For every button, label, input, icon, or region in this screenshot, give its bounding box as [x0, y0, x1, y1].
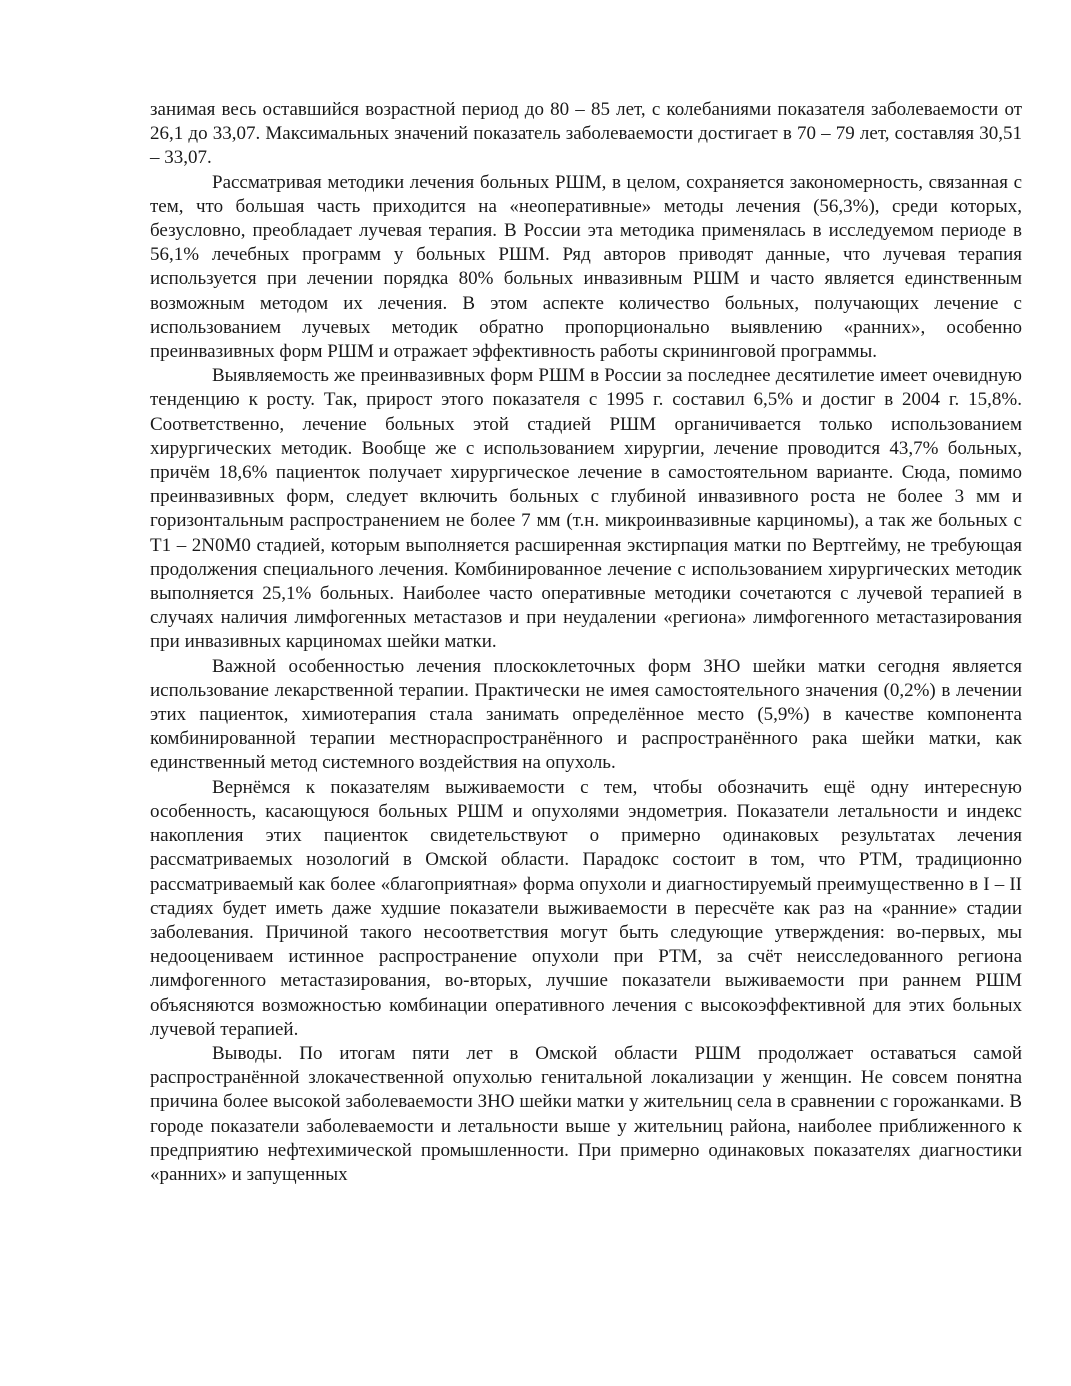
paragraph-preinvasive-detection: Выявляемость же преинвазивных форм РШМ в России за последнее десятилетие имеет очевидную тенденцию к росту. Так, прирост этого показателя с 1995 г. составил 6,5% и достиг в 2004 г. 15,8%. Соответственно, лечение больных этой стадией РШМ органичивается только использованием хирургических методик. Вообще же с использованием хирургии, лечение проводится 43,7% больных, причём 18,6% пациенток получает хирургическое лечение в самостоятельном варианте. Сюда, помимо преинвазивных форм, следует включить больных с глубиной инвазивного роста не более 3 мм и горизонтальным распространением не более 7 мм (т.н. микроинвазивные карциномы), а так же больных с Т1 – 2N0M0 стадией, которым выполняется расширенная экстирпация матки по Вертгейму, не требующая продолжения специального лечения. Комбинированное лечение с использованием хирургических методик выполняется 25,1% больных. Наиболее часто оперативные методики сочетаются с лучевой терапией в случаях наличия лимфогенных метастазов и при неудалении «региона» лимфогенного метастазирования при инвазивных карциномах шейки матки. — [150, 365, 1022, 653]
paragraph-drug-therapy: Важной особенностью лечения плоскоклеточных форм ЗНО шейки матки сегодня является использование лекарственной терапии. Практически не имея самостоятельного значения (0,2%) в лечении этих пациенток, химиотерапия стала занимать определённое место (5,9%) в качестве компонента комбинированной терапии местнораспространённого и распространённого рака шейки матки, как единственный метод системного воздействия на опухоль. — [150, 655, 1022, 774]
paragraph-treatment-methods: Рассматривая методики лечения больных РШМ, в целом, сохраняется закономерность, связанная с тем, что большая часть приходится на «неоперативные» методы лечения (56,3%), среди которых, безусловно, преобладает лучевая терапия. В России эта методика применялась в исследуемом периоде в 56,1% лечебных программ у больных РШМ. Ряд авторов приводят данные, что лучевая терапия используется при лечении порядка 80% больных инвазивным РШМ и часто является единственным возможным методом их лечения. В этом аспекте количество больных, получающих лечение с использованием лучевых методик обратно пропорционально выявлению «ранних», особенно преинвазивных форм РШМ и отражает эффективность работы скрининговой программы. — [150, 171, 1022, 363]
paragraph-survival: Вернёмся к показателям выживаемости с тем, чтобы обозначить ещё одну интересную особенность, касающуюся больных РШМ и опухолями эндометрия. Показатели летальности и индекс накопления этих пациенток свидетельствуют о примерно одинаковых результатах лечения рассматриваемых нозологий в Омской области. Парадокс состоит в том, что РТМ, традиционно рассматриваемый как более «благоприятная» форма опухоли и диагностируемый преимущественно в I – II стадиях будет иметь даже худшие показатели выживаемости в пересчёте как раз на «ранние» стадии заболевания. Причиной такого несоответствия могут быть следующие утверждения: во-первых, мы недооцениваем истинное распространение опухоли при РТМ, за счёт неисследованного региона лимфогенного метастазирования, во-вторых, лучшие показатели выживаемости при раннем РШМ объясняются возможностью комбинации оперативного лечения с высокоэффективной для этих больных лучевой терапией. — [150, 776, 1022, 1040]
paragraph-age-period: занимая весь оставшийся возрастной период до 80 – 85 лет, с колебаниями показателя заболеваемости от 26,1 до 33,07. Максимальных значений показатель заболеваемости достигает в 70 – 79 лет, составляя 30,51 – 33,07. — [150, 99, 1022, 169]
document-page — [150, 98, 1022, 1187]
paragraph-conclusions: Выводы. По итогам пяти лет в Омской области РШМ продолжает оставаться самой распространённой злокачественной опухолью генитальной локализации у женщин. Не совсем понятна причина более высокой заболеваемости ЗНО шейки матки у жительниц села в сравнении с горожанками. В городе показатели заболеваемости и летальности выше у жительниц района, наиболее приближенного к предприятию нефтехимической промышленности. При примерно одинаковых показателях диагностики «ранних» и запущенных — [150, 1042, 1022, 1185]
